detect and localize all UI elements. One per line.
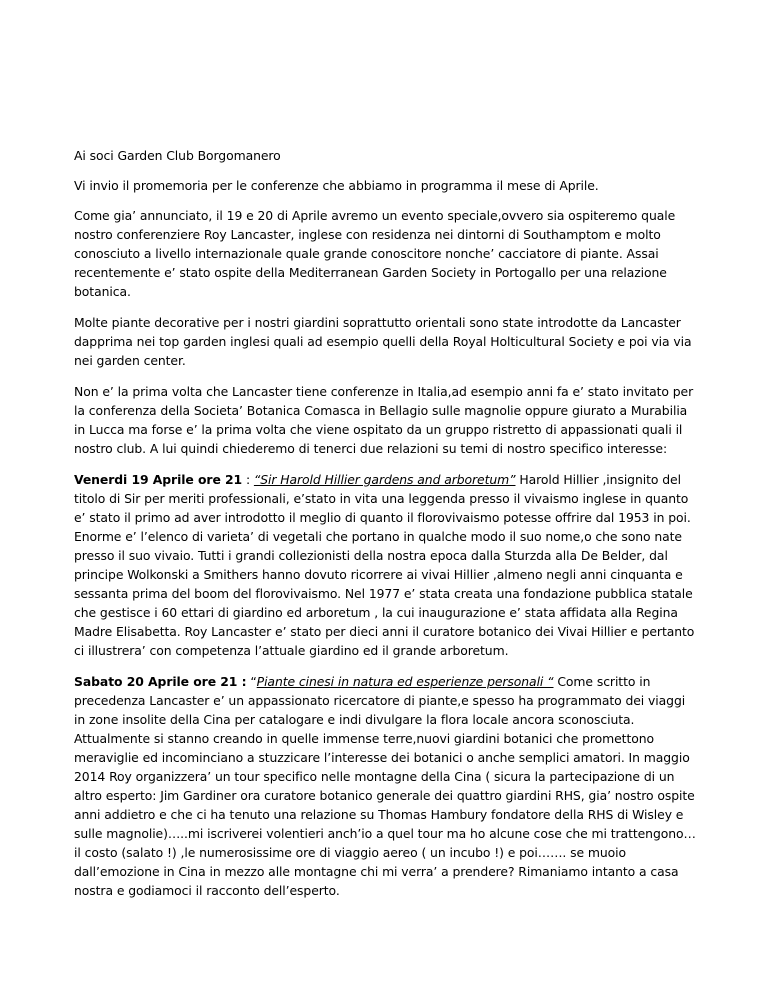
greeting-line: Ai soci Garden Club Borgomanero [74,148,281,163]
event-saturday-date: Sabato 20 Aprile ore 21 : [74,674,247,689]
announcement-paragraph: Come gia’ annunciato, il 19 e 20 di Aprile avremo un evento speciale,ovvero sia ospiteremo quale nostro conferenziere Roy Lancaster, inglese con residenza nei dintorni di Southamptom e molto conosciuto a livello internazionale quale grande conoscitore nonche’ cacciatore di piante. Assai recentemente e’ stato ospite della Mediterranean Garden Society in Portogallo per una relazione botanica. [74,208,676,299]
event-friday-title: “Sir Harold Hillier gardens and arboretum” [253,472,516,487]
event-saturday-separator: “ [246,674,257,689]
conferences-paragraph: Non e’ la prima volta che Lancaster tiene conferenze in Italia,ad esempio anni fa e’ stato invitato per la conferenza della Societa’ Botanica Comasca in Bellagio sulle magnolie oppure giurato a Murabilia in Lucca ma forse e’ la prima volta che viene ospitato da un gruppo ristretto di appassionati quali il nostro club. A lui quindi chiederemo di tenerci due relazioni su temi di nostro specifico interesse: [74,384,694,456]
event-saturday-title: Piante cinesi in natura ed esperienze personali “ [256,674,554,689]
introductions-paragraph: Molte piante decorative per i nostri giardini soprattutto orientali sono state introdotte da Lancaster dapprima nei top garden inglesi quali ad esempio quelli della Royal Holticultural Society e poi via via nei garden center. [74,315,692,368]
event-friday-date: Venerdi 19 Aprile ore 21 [74,472,243,487]
event-friday-description: Harold Hillier ,insignito del titolo di Sir per meriti professionali, e’stato in vita una leggenda presso il vivaismo inglese in quanto e’ stato il primo ad aver introdotto il meglio di quanto il florovivaismo potesse offrire dal 1953 in poi. Enorme e’ l’elenco di varieta’ di vegetali che portano in qualche modo il suo nome,o che sono nate presso il suo vivaio. Tutti i grandi collezionisti della nostra epoca dalla Sturzda alla De Belder, dal principe Wolkonski a Smithers hanno dovuto ricorrere ai vivai Hillier ,almeno negli anni cinquanta e sessanta prima del boom del florovivaismo. Nel 1977 e’ stata creata una fondazione pubblica statale che gestisce i 60 ettari di giardino ed arboretum , la cui inaugurazione e’ stata affidata alla Regina Madre Elisabetta. Roy Lancaster e’ stato per dieci anni il curatore botanico dei Vivai Hillier e pertanto ci illustrera’ con competenza l’attuale giardino ed il grande arboretum. [74,472,695,658]
event-friday-paragraph [74,470,698,660]
event-saturday-paragraph [74,672,698,900]
event-saturday-description: Come scritto in precedenza Lancaster e’ un appassionato ricercatore di piante,e spesso ha programmato dei viaggi in zone insolite della Cina per catalogare e indi divulgare la flora locale ancora sconosciuta. Attualmente si stanno creando in quelle immense terre,nuovi giardini botanici che promettono meraviglie ed incominciano a stuzzicare l’interesse dei botanici o anche semplici amatori. In maggio 2014 Roy organizzera’ un tour specifico nelle montagne della Cina ( sicura la partecipazione di un altro esperto: Jim Gardiner ora curatore botanico generale dei quattro giardini RHS, gia’ nostro ospite anni addietro e che ci ha tenuto una relazione su Thomas Hambury fondatore della RHS di Wisley e sulle magnolie)…..mi iscriverei volentieri anch’io a quel tour ma ho alcune cose che mi trattengono…il costo (salato !) ,le numerosissime ore di viaggio aereo ( un incubo !) e poi……. se muoio dall’emozione in Cina in mezzo alle montagne chi mi verra’ a prendere? Rimaniamo intanto a casa nostra e godiamoci il racconto dell’esperto. [74,674,696,898]
intro-paragraph: Vi invio il promemoria per le conferenze che abbiamo in programma il mese di Aprile. [74,178,599,193]
letter-page [74,146,698,912]
event-friday-separator: : [242,472,254,487]
